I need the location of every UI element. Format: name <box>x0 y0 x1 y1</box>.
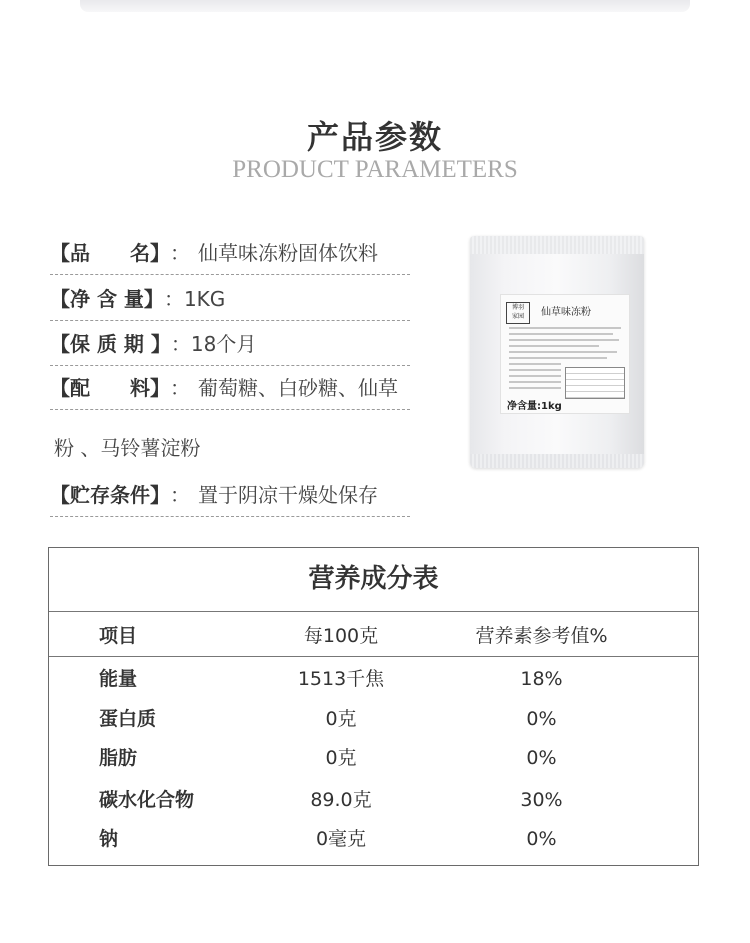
label-text-line <box>509 333 613 335</box>
param-label: 【配 料】 <box>50 376 170 400</box>
nutrition-row <box>49 659 698 699</box>
label-text-line <box>509 357 607 359</box>
nutrient-nrv: 0% <box>526 708 557 730</box>
param-row-weight <box>50 278 410 321</box>
param-colon: ： <box>170 241 190 265</box>
nutrient-nrv: 18% <box>520 668 563 690</box>
package-bottom-seal <box>470 454 644 468</box>
param-value: 18个月 <box>190 332 257 356</box>
label-text-line <box>509 339 619 341</box>
label-nutrition-table <box>565 367 625 399</box>
nutrition-header-row <box>49 611 698 657</box>
nutrient-nrv: 30% <box>520 789 563 811</box>
nutrient-name: 能量 <box>99 668 138 690</box>
nutrition-table <box>48 547 699 866</box>
param-row-ingredients <box>50 367 410 410</box>
package-product-name: 仙草味冻粉 <box>541 307 591 318</box>
param-label: 【净 含 量】 <box>50 287 164 311</box>
param-row-name <box>50 232 410 275</box>
nutrient-amount: 1513千焦 <box>297 668 385 690</box>
param-colon: ： <box>163 287 184 311</box>
brand-logo-text: 博羽 家园 <box>511 304 524 320</box>
header-per-100g: 每100克 <box>303 625 379 647</box>
param-value: 1KG <box>183 287 226 311</box>
nutrient-name: 钠 <box>99 828 119 850</box>
nutrition-row <box>49 738 698 778</box>
label-text-line <box>509 387 561 389</box>
package-label <box>500 294 630 414</box>
section-title: 产品参数 <box>306 118 443 156</box>
label-text-line <box>509 363 561 365</box>
param-value: 葡萄糖、白砂糖、仙草 <box>198 376 398 400</box>
section-subtitle: PRODUCT PARAMETERS <box>232 156 518 183</box>
param-colon: ： <box>170 483 190 507</box>
param-value: 仙草味冻粉固体饮料 <box>198 241 378 265</box>
nutrition-title: 营养成分表 <box>49 548 698 612</box>
param-value: 粉 、马铃薯淀粉 <box>54 436 201 460</box>
nutrient-nrv: 0% <box>526 828 557 850</box>
nutrition-row <box>49 780 698 820</box>
param-colon: ： <box>170 376 190 400</box>
nutrient-name: 脂肪 <box>99 747 138 769</box>
nutrient-amount: 89.0克 <box>310 789 372 811</box>
brand-logo <box>506 302 530 324</box>
param-label: 【品 名】 <box>50 241 170 265</box>
param-row-shelf-life <box>50 323 410 366</box>
param-label: 【贮存条件】 <box>50 483 170 507</box>
nutrient-amount: 0克 <box>325 708 357 730</box>
nutrient-amount: 0毫克 <box>315 828 367 850</box>
header-item: 项目 <box>99 625 138 647</box>
label-text-line <box>509 381 561 383</box>
label-text-line <box>509 375 561 377</box>
nutrient-nrv: 0% <box>526 747 557 769</box>
label-text-line <box>509 369 561 371</box>
nutrient-name: 碳水化合物 <box>99 789 195 811</box>
param-label: 【保 质 期 】 <box>50 332 171 356</box>
nutrient-amount: 0克 <box>325 747 357 769</box>
param-colon: ： <box>170 332 191 356</box>
nutrition-row <box>49 819 698 859</box>
param-value: 置于阴凉干燥处保存 <box>198 483 378 507</box>
nutrient-name: 蛋白质 <box>99 708 157 730</box>
top-product-shadow <box>80 0 690 12</box>
product-package-image <box>466 236 648 468</box>
param-row-ingredients-cont <box>50 427 414 469</box>
package-net-weight: 净含量:1kg <box>507 401 562 412</box>
header-nrv: 营养素参考值% <box>475 625 608 647</box>
package-top-seal <box>470 236 644 254</box>
label-text-line <box>509 351 617 353</box>
label-text-line <box>509 327 621 329</box>
nutrition-row <box>49 699 698 739</box>
param-row-storage <box>50 474 410 517</box>
label-text-line <box>509 345 599 347</box>
